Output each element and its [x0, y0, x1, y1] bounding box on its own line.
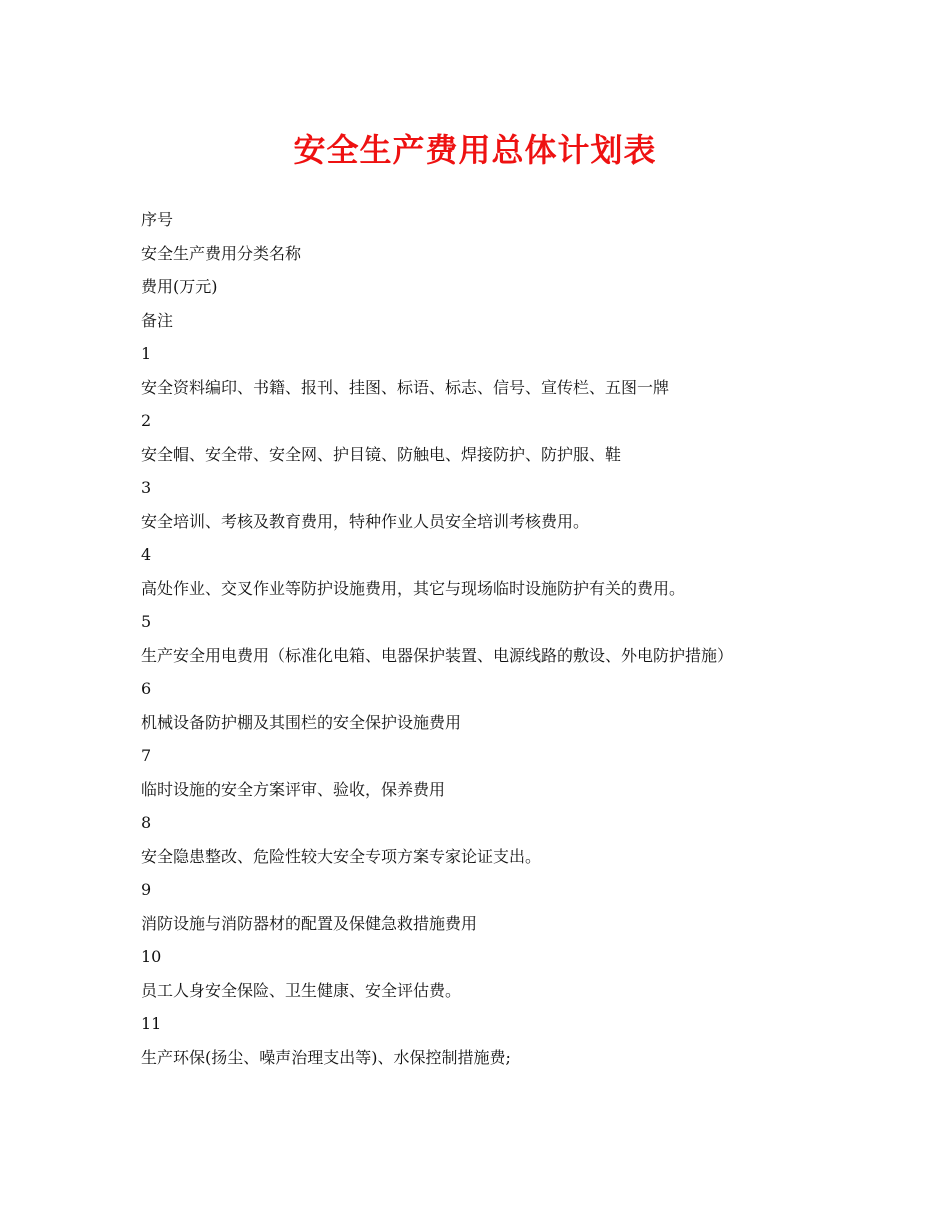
document-title: 安全生产费用总体计划表 [293, 131, 657, 169]
item-number: 9 [141, 880, 152, 899]
item-number: 4 [141, 545, 152, 564]
item-description: 安全隐患整改、危险性较大安全专项方案专家论证支出。 [141, 846, 542, 866]
item-description: 消防设施与消防器材的配置及保健急救措施费用 [141, 913, 478, 933]
document-body [141, 203, 821, 1074]
item-description: 员工人身安全保险、卫生健康、安全评估费。 [141, 980, 462, 1000]
item-number: 5 [141, 612, 152, 631]
item-number: 8 [141, 813, 152, 832]
item-description: 安全培训、考核及教育费用，特种作业人员安全培训考核费用。 [141, 511, 590, 531]
header-category: 安全生产费用分类名称 [141, 243, 302, 263]
item-description: 安全帽、安全带、安全网、护目镜、防触电、焊接防护、防护服、鞋 [141, 444, 622, 464]
item-number: 1 [141, 344, 152, 363]
item-description: 高处作业、交叉作业等防护设施费用，其它与现场临时设施防护有关的费用。 [141, 578, 686, 598]
item-number: 7 [141, 746, 152, 765]
item-description: 机械设备防护棚及其围栏的安全保护设施费用 [141, 712, 462, 732]
item-number: 2 [141, 411, 152, 430]
item-description: 安全资料编印、书籍、报刊、挂图、标语、标志、信号、宣传栏、五图一牌 [141, 377, 670, 397]
item-number: 10 [141, 947, 162, 966]
item-description: 临时设施的安全方案评审、验收，保养费用 [141, 779, 446, 799]
item-description: 生产安全用电费用（标准化电箱、电器保护装置、电源线路的敷设、外电防护措施） [141, 645, 734, 665]
item-number: 11 [141, 1014, 162, 1033]
item-description: 生产环保(扬尘、噪声治理支出等)、水保控制措施费; [141, 1047, 511, 1067]
header-remark: 备注 [141, 310, 174, 330]
item-number: 6 [141, 679, 152, 698]
header-seq: 序号 [141, 210, 174, 229]
header-cost: 费用(万元) [141, 277, 218, 296]
item-number: 3 [141, 478, 152, 497]
